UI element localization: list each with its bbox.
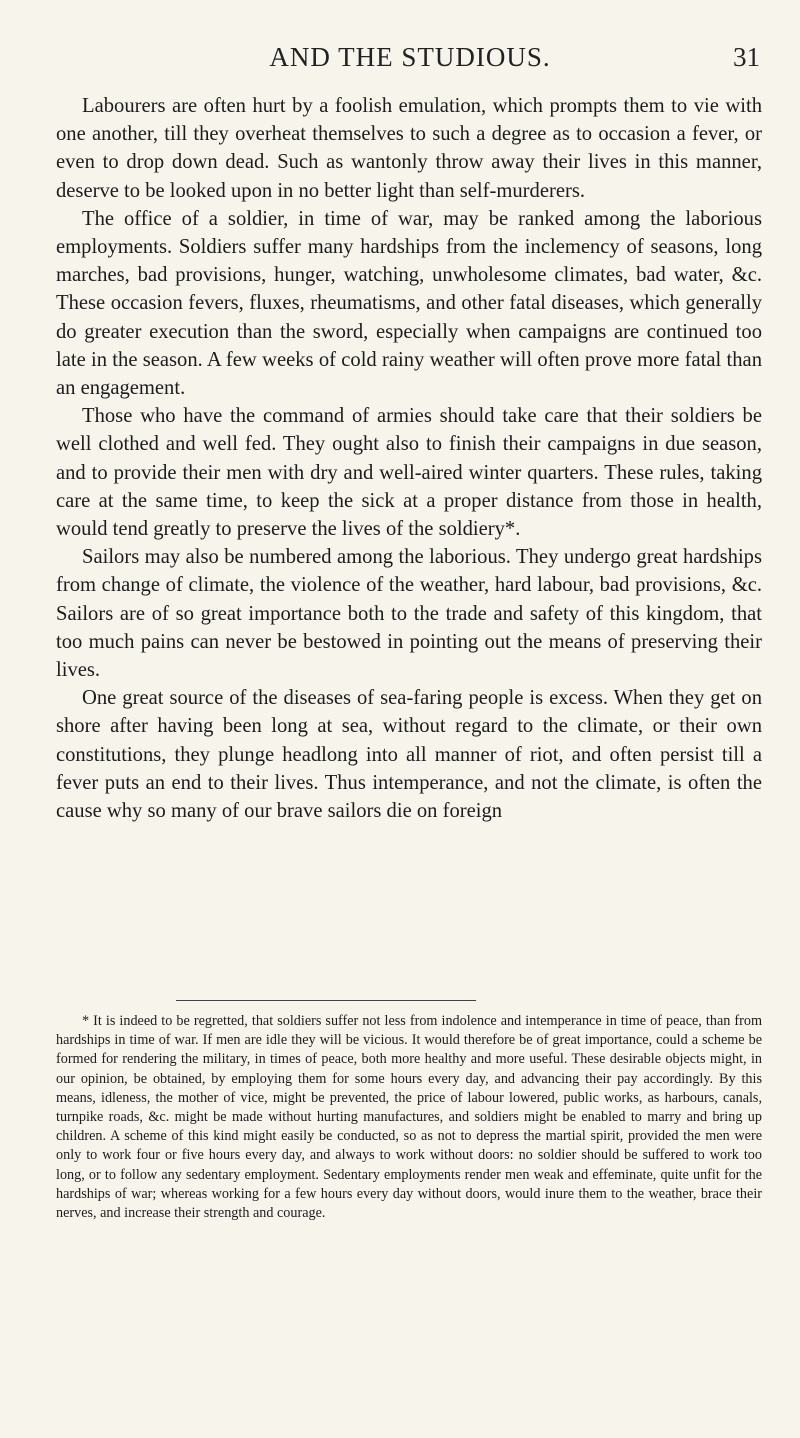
paragraph-soldiers: The office of a soldier, in time of war, may be ranked among the laborious employments. Soldiers suffer many hardships from the inclemency of seasons, long marches, bad provisions, hunger, watching, unwholesome climates, bad water, &c. These occasion fevers, fluxes, rheumatisms, and other fatal diseases, which generally do greater execution than the sword, especially when campaigns are continued too late in the season. A few weeks of cold rainy weather will often prove more fatal than an engagement. (56, 207, 762, 400)
footnote (56, 1012, 762, 1223)
page-number: 31 (733, 42, 760, 72)
running-head: AND THE STUDIOUS. (269, 42, 551, 72)
paragraph-sailors: Sailors may also be numbered among the laborious. They undergo great hardships from change of climate, the violence of the weather, hard labour, bad provisions, &c. Sailors are of so great importance both to the trade and safety of this kingdom, that too much pains can never be bestowed in pointing out the means of preserving their lives. (56, 546, 762, 682)
paragraph-excess: One great source of the diseases of sea-faring people is excess. When they get on shore after having been long at sea, without regard to the climate, or their own constitutions, they plunge headlong into all manner of riot, and often persist till a fever puts an end to their lives. Thus intemperance, and not the climate, is often the cause why so many of our brave sailors die on foreign (56, 687, 762, 823)
paragraph-labourers: Labourers are often hurt by a foolish emulation, which prompts them to vie with one another, till they overheat themselves to such a degree as to occasion a fever, or even to drop down dead. Such as wantonly throw away their lives in this manner, deserve to be looked upon in no better light than self-murderers. (56, 95, 762, 202)
body-text (56, 92, 762, 825)
page-header (60, 42, 760, 76)
footnote-divider (176, 1000, 476, 1001)
footnote-text: * It is indeed to be regretted, that soldiers suffer not less from indolence and intemperance in time of peace, than from hardships in time of war. If men are idle they will be vicious. It would therefore be of great importance, could a scheme be formed for rendering the military, in times of peace, both more healthy and more useful. These desirable objects might, in our opinion, be obtained, by employing them for some hours every day, and advancing their pay accordingly. By this means, idleness, the mother of vice, might be prevented, the price of labour lowered, public works, as harbours, canals, turnpike roads, &c. might be made without hurting manufactures, and soldiers might be enabled to marry and bring up children. A scheme of this kind might easily be conducted, so as not to depress the martial spirit, provided the men were only to work four or five hours every day, and always to work without doors: no soldier should be suffered to work too long, or to follow any sedentary employment. Sedentary employments render men weak and effeminate, quite unfit for the hardships of war; whereas working for a few hours every day without doors, would inure them to the weather, brace their nerves, and increase their strength and courage. (56, 1013, 762, 1222)
paragraph-commanders: Those who have the command of armies should take care that their soldiers be well clothed and well fed. They ought also to finish their campaigns in due season, and to provide their men with dry and well-aired winter quarters. These rules, taking care at the same time, to keep the sick at a proper distance from those in health, would tend greatly to preserve the lives of the soldiery*. (56, 405, 762, 541)
